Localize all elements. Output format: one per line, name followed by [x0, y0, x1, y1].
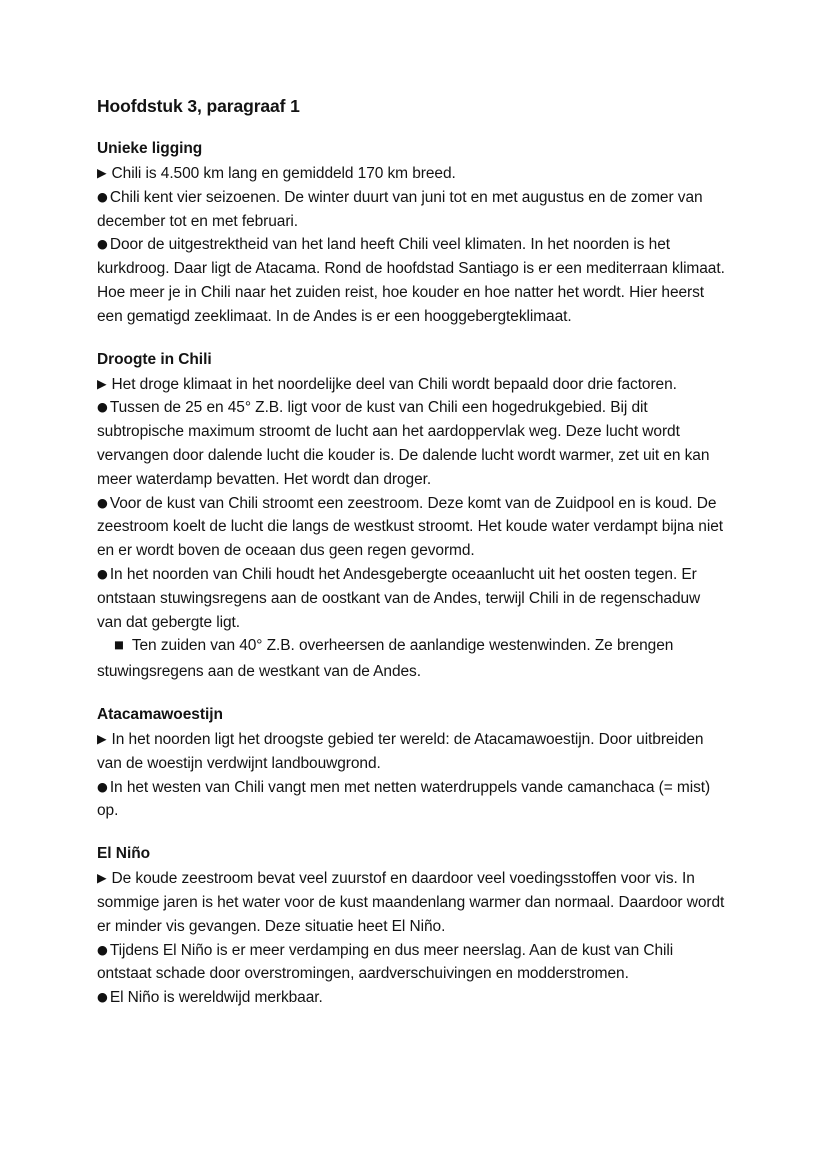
circle-bullet-icon: ●	[97, 989, 108, 1005]
triangle-bullet-icon: ▶	[97, 730, 107, 746]
circle-bullet-icon: ●	[97, 494, 108, 510]
section-heading: El Niño	[97, 845, 151, 863]
circle-bullet-icon: ●	[97, 778, 108, 794]
section-heading: Unieke ligging	[97, 140, 203, 157]
section	[97, 703, 725, 823]
list-item	[97, 186, 725, 234]
triangle-bullet-icon: ▶	[97, 375, 107, 391]
list-item-text: Voor de kust van Chili stroomt een zeestroom. Deze komt van de Zuidpool en is koud. De zeestroom koelt de lucht die langs de westkust stroomt. Het koude water verdampt bijna niet en er wordt boven de oceaan dus geen regen gevormd.	[97, 494, 723, 560]
list-item-text: El Niño is wereldwijd merkbaar.	[109, 989, 323, 1007]
circle-bullet-icon: ●	[97, 941, 108, 957]
list-item-text: In het noorden van Chili houdt het Andesgebergte oceaanlucht uit het oosten tegen. Er ontstaan stuwingsregens aan de oostkant van de Andes, terwijl Chili in de regenschaduw van dat gebergte ligt.	[97, 565, 701, 631]
list-item-text: In het westen van Chili vangt men met netten waterdruppels vande camanchaca (= mist) op.	[97, 778, 711, 820]
circle-bullet-icon: ●	[97, 399, 108, 415]
list-item	[97, 634, 725, 684]
list-item-text: De koude zeestroom bevat veel zuurstof en daardoor veel voedingsstoffen voor vis. In sommige jaren is het water voor de kust maandenlang warmer dan normaal. Daardoor wordt er minder vis gevangen. Deze situatie heet El Niño.	[97, 870, 725, 935]
list-item	[97, 162, 725, 186]
list-item-text: Chili is 4.500 km lang en gemiddeld 170 km breed.	[111, 165, 456, 182]
section	[97, 348, 725, 684]
list-item	[97, 373, 725, 397]
list-item	[97, 233, 725, 328]
list-item	[97, 776, 725, 824]
square-bullet-icon: ■	[114, 639, 124, 652]
list-item	[97, 939, 725, 987]
list-item	[97, 867, 725, 938]
list-item-text: Chili kent vier seizoenen. De winter duurt van juni tot en met augustus en de zomer van december tot en met februari.	[97, 188, 703, 230]
section-heading: Droogte in Chili	[97, 350, 212, 368]
list-item-text: Tussen de 25 en 45° Z.B. ligt voor de kust van Chili een hogedrukgebied. Bij dit subtropische maximum stroomt de lucht aan het aardoppervlak weg. Deze lucht wordt vervangen door dalende lucht die kouder is. De dalende lucht wordt warmer, zet uit en kan meer waterdamp bevatten. Het wordt dan droger.	[97, 399, 710, 488]
list-item	[97, 563, 725, 634]
list-item-text: Tijdens El Niño is er meer verdamping en dus meer neerslag. Aan de kust van Chili ontstaat schade door overstromingen, aardverschuivingen en modderstromen.	[97, 941, 674, 983]
list-item	[97, 986, 725, 1010]
list-item-text: Door de uitgestrektheid van het land heeft Chili veel klimaten. In het noorden is het kurkdroog. Daar ligt de Atacama. Rond de hoofdstad Santiago is er een mediterraan klimaat. Hoe meer je in Chili naar het zuiden reist, hoe kouder en hoe natter het wordt. Hier heerst een gematigd zeeklimaat. In de Andes is er een hooggebergteklimaat.	[97, 236, 725, 325]
section-heading: Atacamawoestijn	[97, 705, 223, 723]
section	[97, 137, 725, 329]
page-title: Hoofdstuk 3, paragraaf 1	[97, 96, 300, 116]
triangle-bullet-icon: ▶	[97, 165, 107, 180]
list-item	[97, 728, 725, 776]
circle-bullet-icon: ●	[97, 236, 108, 252]
circle-bullet-icon: ●	[97, 188, 108, 204]
list-item	[97, 396, 725, 491]
section	[97, 842, 725, 1010]
list-item	[97, 492, 725, 563]
list-item-text: In het noorden ligt het droogste gebied ter wereld: de Atacamawoestijn. Door uitbreiden van de woestijn verdwijnt landbouwgrond.	[97, 730, 704, 772]
circle-bullet-icon: ●	[97, 565, 108, 581]
list-item-text: Ten zuiden van 40° Z.B. overheersen de aanlandige westenwinden. Ze brengen stuwingsregens aan de westkant van de Andes.	[97, 637, 674, 681]
document-body	[97, 137, 725, 1010]
triangle-bullet-icon: ▶	[97, 870, 107, 886]
list-item-text: Het droge klimaat in het noordelijke deel van Chili wordt bepaald door drie factoren.	[111, 375, 677, 393]
